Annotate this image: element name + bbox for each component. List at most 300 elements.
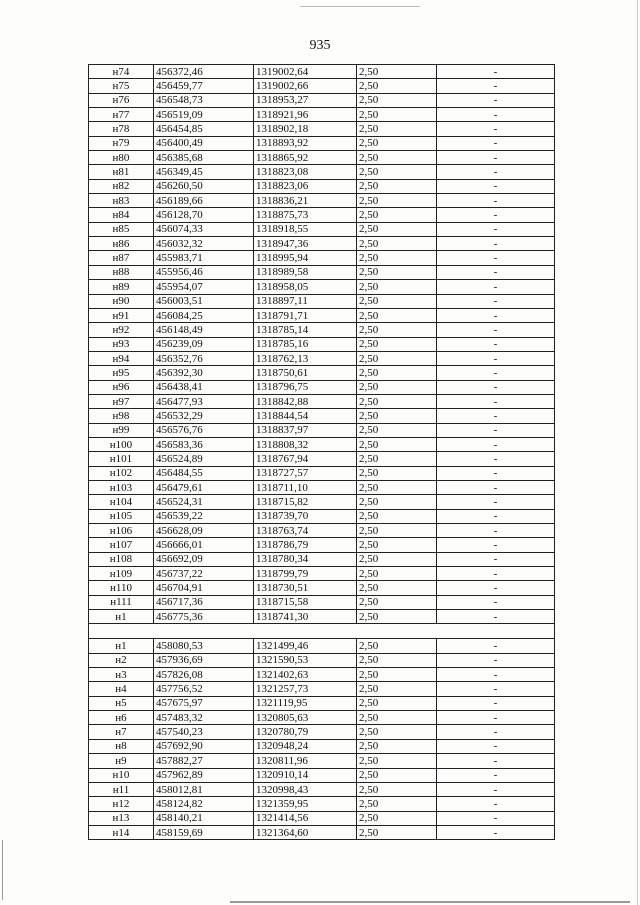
y-coordinate-cell: 1318918,55 — [254, 222, 357, 236]
dash-cell: - — [437, 567, 555, 581]
x-coordinate-cell: 457483,32 — [154, 711, 254, 725]
y-coordinate-cell: 1318953,27 — [254, 93, 357, 107]
table-row — [89, 653, 555, 667]
point-name-cell: н94 — [89, 351, 154, 365]
accuracy-cell: 2,50 — [357, 797, 437, 811]
point-name-cell: н103 — [89, 480, 154, 494]
y-coordinate-cell: 1318823,06 — [254, 179, 357, 193]
point-name-cell: н92 — [89, 323, 154, 337]
accuracy-cell: 2,50 — [357, 610, 437, 624]
x-coordinate-cell: 456349,45 — [154, 165, 254, 179]
scan-artifact-top — [300, 6, 420, 7]
dash-cell: - — [437, 653, 555, 667]
y-coordinate-cell: 1318865,92 — [254, 151, 357, 165]
dash-cell: - — [437, 466, 555, 480]
table-row — [89, 768, 555, 782]
y-coordinate-cell: 1320780,79 — [254, 725, 357, 739]
point-name-cell: н95 — [89, 366, 154, 380]
x-coordinate-cell: 456524,31 — [154, 495, 254, 509]
dash-cell: - — [437, 825, 555, 839]
y-coordinate-cell: 1318799,79 — [254, 567, 357, 581]
x-coordinate-cell: 456260,50 — [154, 179, 254, 193]
table-row — [89, 308, 555, 322]
y-coordinate-cell: 1320805,63 — [254, 711, 357, 725]
x-coordinate-cell: 456392,30 — [154, 366, 254, 380]
accuracy-cell: 2,50 — [357, 136, 437, 150]
y-coordinate-cell: 1320998,43 — [254, 782, 357, 796]
accuracy-cell: 2,50 — [357, 351, 437, 365]
dash-cell: - — [437, 610, 555, 624]
x-coordinate-cell: 456385,68 — [154, 151, 254, 165]
accuracy-cell: 2,50 — [357, 337, 437, 351]
scan-artifact-bottom — [230, 901, 630, 903]
point-name-cell: н104 — [89, 495, 154, 509]
accuracy-cell: 2,50 — [357, 668, 437, 682]
x-coordinate-cell: 456692,09 — [154, 552, 254, 566]
x-coordinate-cell: 455983,71 — [154, 251, 254, 265]
x-coordinate-cell: 456128,70 — [154, 208, 254, 222]
table-row — [89, 151, 555, 165]
table-row — [89, 65, 555, 79]
point-name-cell: н87 — [89, 251, 154, 265]
point-name-cell: н88 — [89, 265, 154, 279]
y-coordinate-cell: 1318837,97 — [254, 423, 357, 437]
table-row — [89, 294, 555, 308]
dash-cell: - — [437, 394, 555, 408]
point-name-cell: н2 — [89, 653, 154, 667]
y-coordinate-cell: 1318823,08 — [254, 165, 357, 179]
accuracy-cell: 2,50 — [357, 265, 437, 279]
x-coordinate-cell: 456548,73 — [154, 93, 254, 107]
accuracy-cell: 2,50 — [357, 653, 437, 667]
dash-cell: - — [437, 595, 555, 609]
dash-cell: - — [437, 122, 555, 136]
dash-cell: - — [437, 208, 555, 222]
table-row — [89, 409, 555, 423]
x-coordinate-cell: 458124,82 — [154, 797, 254, 811]
point-name-cell: н91 — [89, 308, 154, 322]
table-row — [89, 682, 555, 696]
accuracy-cell: 2,50 — [357, 79, 437, 93]
dash-cell: - — [437, 480, 555, 494]
y-coordinate-cell: 1318836,21 — [254, 194, 357, 208]
y-coordinate-cell: 1318785,14 — [254, 323, 357, 337]
accuracy-cell: 2,50 — [357, 294, 437, 308]
point-name-cell: н81 — [89, 165, 154, 179]
table-row — [89, 825, 555, 839]
accuracy-cell: 2,50 — [357, 711, 437, 725]
x-coordinate-cell: 456484,55 — [154, 466, 254, 480]
y-coordinate-cell: 1321414,56 — [254, 811, 357, 825]
accuracy-cell: 2,50 — [357, 179, 437, 193]
x-coordinate-cell: 456539,22 — [154, 509, 254, 523]
y-coordinate-cell: 1318897,11 — [254, 294, 357, 308]
dash-cell: - — [437, 682, 555, 696]
y-coordinate-cell: 1320910,14 — [254, 768, 357, 782]
table-row — [89, 668, 555, 682]
table-row — [89, 237, 555, 251]
x-coordinate-cell: 458140,21 — [154, 811, 254, 825]
y-coordinate-cell: 1321119,95 — [254, 696, 357, 710]
point-name-cell: н10 — [89, 768, 154, 782]
x-coordinate-cell: 456704,91 — [154, 581, 254, 595]
accuracy-cell: 2,50 — [357, 222, 437, 236]
y-coordinate-cell: 1321364,60 — [254, 825, 357, 839]
table-row — [89, 567, 555, 581]
accuracy-cell: 2,50 — [357, 280, 437, 294]
y-coordinate-cell: 1318741,30 — [254, 610, 357, 624]
accuracy-cell: 2,50 — [357, 165, 437, 179]
x-coordinate-cell: 456459,77 — [154, 79, 254, 93]
accuracy-cell: 2,50 — [357, 495, 437, 509]
accuracy-cell: 2,50 — [357, 151, 437, 165]
x-coordinate-cell: 456576,76 — [154, 423, 254, 437]
table-row — [89, 122, 555, 136]
point-name-cell: н6 — [89, 711, 154, 725]
dash-cell: - — [437, 452, 555, 466]
table-row — [89, 93, 555, 107]
point-name-cell: н76 — [89, 93, 154, 107]
x-coordinate-cell: 456372,46 — [154, 65, 254, 79]
accuracy-cell: 2,50 — [357, 682, 437, 696]
accuracy-cell: 2,50 — [357, 308, 437, 322]
dash-cell: - — [437, 797, 555, 811]
dash-cell: - — [437, 179, 555, 193]
y-coordinate-cell: 1320948,24 — [254, 739, 357, 753]
point-name-cell: н9 — [89, 754, 154, 768]
table-row — [89, 739, 555, 753]
point-name-cell: н8 — [89, 739, 154, 753]
x-coordinate-cell: 456717,36 — [154, 595, 254, 609]
x-coordinate-cell: 456479,61 — [154, 480, 254, 494]
dash-cell: - — [437, 265, 555, 279]
y-coordinate-cell: 1321499,46 — [254, 639, 357, 653]
dash-cell: - — [437, 639, 555, 653]
table-row — [89, 280, 555, 294]
x-coordinate-cell: 458080,53 — [154, 639, 254, 653]
accuracy-cell: 2,50 — [357, 122, 437, 136]
point-name-cell: н4 — [89, 682, 154, 696]
accuracy-cell: 2,50 — [357, 782, 437, 796]
point-name-cell: н83 — [89, 194, 154, 208]
table-row — [89, 79, 555, 93]
y-coordinate-cell: 1318785,16 — [254, 337, 357, 351]
x-coordinate-cell: 457882,27 — [154, 754, 254, 768]
table-row — [89, 610, 555, 624]
x-coordinate-cell: 457936,69 — [154, 653, 254, 667]
accuracy-cell: 2,50 — [357, 524, 437, 538]
dash-cell: - — [437, 251, 555, 265]
dash-cell: - — [437, 65, 555, 79]
y-coordinate-cell: 1318875,73 — [254, 208, 357, 222]
dash-cell: - — [437, 768, 555, 782]
y-coordinate-cell: 1318995,94 — [254, 251, 357, 265]
x-coordinate-cell: 456737,22 — [154, 567, 254, 581]
x-coordinate-cell: 456352,76 — [154, 351, 254, 365]
accuracy-cell: 2,50 — [357, 108, 437, 122]
x-coordinate-cell: 455954,07 — [154, 280, 254, 294]
y-coordinate-cell: 1318715,58 — [254, 595, 357, 609]
table-row — [89, 165, 555, 179]
x-coordinate-cell: 456454,85 — [154, 122, 254, 136]
point-name-cell: н14 — [89, 825, 154, 839]
accuracy-cell: 2,50 — [357, 480, 437, 494]
accuracy-cell: 2,50 — [357, 208, 437, 222]
dash-cell: - — [437, 782, 555, 796]
x-coordinate-cell: 456084,25 — [154, 308, 254, 322]
dash-cell: - — [437, 222, 555, 236]
table-row — [89, 380, 555, 394]
y-coordinate-cell: 1318791,71 — [254, 308, 357, 322]
dash-cell: - — [437, 725, 555, 739]
dash-cell: - — [437, 437, 555, 451]
table-row — [89, 108, 555, 122]
dash-cell: - — [437, 552, 555, 566]
table-row — [89, 595, 555, 609]
scan-edge-right — [637, 0, 638, 905]
accuracy-cell: 2,50 — [357, 65, 437, 79]
accuracy-cell: 2,50 — [357, 323, 437, 337]
x-coordinate-cell: 456148,49 — [154, 323, 254, 337]
dash-cell: - — [437, 668, 555, 682]
dash-cell: - — [437, 696, 555, 710]
x-coordinate-cell: 456628,09 — [154, 524, 254, 538]
point-name-cell: н3 — [89, 668, 154, 682]
y-coordinate-cell: 1318762,13 — [254, 351, 357, 365]
dash-cell: - — [437, 409, 555, 423]
point-name-cell: н93 — [89, 337, 154, 351]
dash-cell: - — [437, 380, 555, 394]
separator-cell — [89, 624, 555, 639]
y-coordinate-cell: 1318921,96 — [254, 108, 357, 122]
scan-edge-left — [2, 840, 3, 900]
accuracy-cell: 2,50 — [357, 581, 437, 595]
table-row — [89, 222, 555, 236]
dash-cell: - — [437, 711, 555, 725]
y-coordinate-cell: 1319002,66 — [254, 79, 357, 93]
point-name-cell: н110 — [89, 581, 154, 595]
point-name-cell: н111 — [89, 595, 154, 609]
x-coordinate-cell: 457675,97 — [154, 696, 254, 710]
point-name-cell: н82 — [89, 179, 154, 193]
table-row — [89, 423, 555, 437]
x-coordinate-cell: 456074,33 — [154, 222, 254, 236]
y-coordinate-cell: 1318989,58 — [254, 265, 357, 279]
y-coordinate-cell: 1319002,64 — [254, 65, 357, 79]
dash-cell: - — [437, 581, 555, 595]
y-coordinate-cell: 1318796,75 — [254, 380, 357, 394]
accuracy-cell: 2,50 — [357, 567, 437, 581]
dash-cell: - — [437, 136, 555, 150]
dash-cell: - — [437, 280, 555, 294]
dash-cell: - — [437, 351, 555, 365]
accuracy-cell: 2,50 — [357, 409, 437, 423]
dash-cell: - — [437, 754, 555, 768]
dash-cell: - — [437, 93, 555, 107]
x-coordinate-cell: 456032,32 — [154, 237, 254, 251]
dash-cell: - — [437, 423, 555, 437]
point-name-cell: н98 — [89, 409, 154, 423]
y-coordinate-cell: 1320811,96 — [254, 754, 357, 768]
y-coordinate-cell: 1318715,82 — [254, 495, 357, 509]
point-name-cell: н7 — [89, 725, 154, 739]
table-row — [89, 509, 555, 523]
table-separator-row — [89, 624, 555, 639]
y-coordinate-cell: 1318739,70 — [254, 509, 357, 523]
y-coordinate-cell: 1318727,57 — [254, 466, 357, 480]
x-coordinate-cell: 457756,52 — [154, 682, 254, 696]
accuracy-cell: 2,50 — [357, 739, 437, 753]
y-coordinate-cell: 1318767,94 — [254, 452, 357, 466]
table-row — [89, 208, 555, 222]
x-coordinate-cell: 457962,89 — [154, 768, 254, 782]
x-coordinate-cell: 456524,89 — [154, 452, 254, 466]
accuracy-cell: 2,50 — [357, 696, 437, 710]
dash-cell: - — [437, 294, 555, 308]
accuracy-cell: 2,50 — [357, 466, 437, 480]
point-name-cell: н86 — [89, 237, 154, 251]
table-row — [89, 179, 555, 193]
accuracy-cell: 2,50 — [357, 237, 437, 251]
y-coordinate-cell: 1318730,51 — [254, 581, 357, 595]
y-coordinate-cell: 1321359,95 — [254, 797, 357, 811]
x-coordinate-cell: 456775,36 — [154, 610, 254, 624]
dash-cell: - — [437, 194, 555, 208]
table-row — [89, 754, 555, 768]
point-name-cell: н13 — [89, 811, 154, 825]
x-coordinate-cell: 457826,08 — [154, 668, 254, 682]
point-name-cell: н106 — [89, 524, 154, 538]
point-name-cell: н74 — [89, 65, 154, 79]
accuracy-cell: 2,50 — [357, 194, 437, 208]
table-row — [89, 711, 555, 725]
dash-cell: - — [437, 337, 555, 351]
point-name-cell: н109 — [89, 567, 154, 581]
dash-cell: - — [437, 509, 555, 523]
accuracy-cell: 2,50 — [357, 394, 437, 408]
x-coordinate-cell: 456666,01 — [154, 538, 254, 552]
point-name-cell: н12 — [89, 797, 154, 811]
table-row — [89, 265, 555, 279]
dash-cell: - — [437, 79, 555, 93]
table-row — [89, 194, 555, 208]
point-name-cell: н75 — [89, 79, 154, 93]
x-coordinate-cell: 458012,81 — [154, 782, 254, 796]
x-coordinate-cell: 456438,41 — [154, 380, 254, 394]
dash-cell: - — [437, 811, 555, 825]
point-name-cell: н85 — [89, 222, 154, 236]
dash-cell: - — [437, 108, 555, 122]
dash-cell: - — [437, 165, 555, 179]
accuracy-cell: 2,50 — [357, 366, 437, 380]
point-name-cell: н78 — [89, 122, 154, 136]
point-name-cell: н107 — [89, 538, 154, 552]
table-row — [89, 782, 555, 796]
y-coordinate-cell: 1318711,10 — [254, 480, 357, 494]
dash-cell: - — [437, 151, 555, 165]
table-row — [89, 639, 555, 653]
point-name-cell: н96 — [89, 380, 154, 394]
point-name-cell: н84 — [89, 208, 154, 222]
table-row — [89, 452, 555, 466]
table-row — [89, 538, 555, 552]
table-row — [89, 394, 555, 408]
y-coordinate-cell: 1318780,34 — [254, 552, 357, 566]
y-coordinate-cell: 1318844,54 — [254, 409, 357, 423]
accuracy-cell: 2,50 — [357, 538, 437, 552]
accuracy-cell: 2,50 — [357, 768, 437, 782]
table-row — [89, 366, 555, 380]
x-coordinate-cell: 457692,90 — [154, 739, 254, 753]
y-coordinate-cell: 1318893,92 — [254, 136, 357, 150]
x-coordinate-cell: 456519,09 — [154, 108, 254, 122]
accuracy-cell: 2,50 — [357, 639, 437, 653]
x-coordinate-cell: 456003,51 — [154, 294, 254, 308]
x-coordinate-cell: 456239,09 — [154, 337, 254, 351]
y-coordinate-cell: 1321402,63 — [254, 668, 357, 682]
table-row — [89, 696, 555, 710]
accuracy-cell: 2,50 — [357, 725, 437, 739]
dash-cell: - — [437, 739, 555, 753]
table-row — [89, 251, 555, 265]
x-coordinate-cell: 456532,29 — [154, 409, 254, 423]
dash-cell: - — [437, 323, 555, 337]
y-coordinate-cell: 1321590,53 — [254, 653, 357, 667]
table-row — [89, 480, 555, 494]
y-coordinate-cell: 1318842,88 — [254, 394, 357, 408]
point-name-cell: н11 — [89, 782, 154, 796]
point-name-cell: н105 — [89, 509, 154, 523]
accuracy-cell: 2,50 — [357, 825, 437, 839]
x-coordinate-cell: 456400,49 — [154, 136, 254, 150]
dash-cell: - — [437, 237, 555, 251]
accuracy-cell: 2,50 — [357, 552, 437, 566]
table-row — [89, 351, 555, 365]
table-row — [89, 337, 555, 351]
x-coordinate-cell: 457540,23 — [154, 725, 254, 739]
dash-cell: - — [437, 524, 555, 538]
y-coordinate-cell: 1321257,73 — [254, 682, 357, 696]
point-name-cell: н102 — [89, 466, 154, 480]
dash-cell: - — [437, 538, 555, 552]
y-coordinate-cell: 1318763,74 — [254, 524, 357, 538]
point-name-cell: н1 — [89, 639, 154, 653]
dash-cell: - — [437, 308, 555, 322]
accuracy-cell: 2,50 — [357, 251, 437, 265]
accuracy-cell: 2,50 — [357, 509, 437, 523]
table-row — [89, 524, 555, 538]
point-name-cell: н90 — [89, 294, 154, 308]
point-name-cell: н97 — [89, 394, 154, 408]
table-row — [89, 495, 555, 509]
accuracy-cell: 2,50 — [357, 811, 437, 825]
table-row — [89, 437, 555, 451]
table-row — [89, 466, 555, 480]
x-coordinate-cell: 458159,69 — [154, 825, 254, 839]
table-row — [89, 725, 555, 739]
point-name-cell: н79 — [89, 136, 154, 150]
page-number: 935 — [309, 38, 331, 53]
accuracy-cell: 2,50 — [357, 437, 437, 451]
table-row — [89, 323, 555, 337]
dash-cell: - — [437, 366, 555, 380]
accuracy-cell: 2,50 — [357, 380, 437, 394]
y-coordinate-cell: 1318947,36 — [254, 237, 357, 251]
accuracy-cell: 2,50 — [357, 754, 437, 768]
coordinates-table — [88, 64, 555, 840]
table-row — [89, 552, 555, 566]
y-coordinate-cell: 1318958,05 — [254, 280, 357, 294]
